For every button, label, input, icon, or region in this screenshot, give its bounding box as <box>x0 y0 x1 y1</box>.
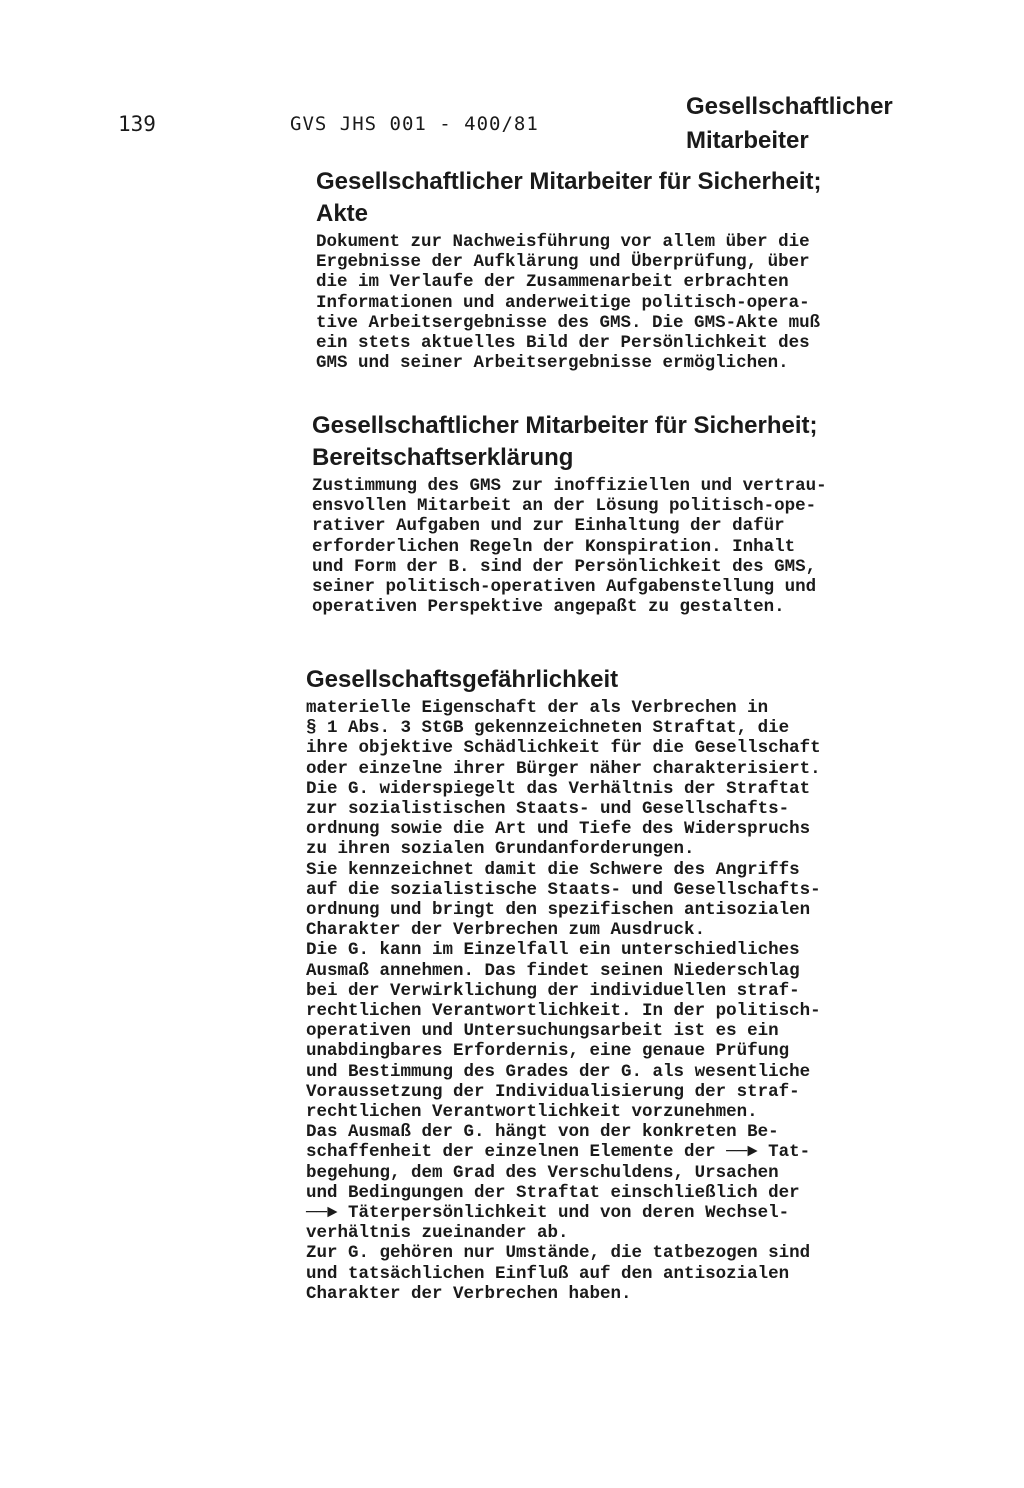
body-line: tive Arbeitsergebnisse des GMS. Die GMS-Akte muß <box>316 312 821 333</box>
body-line: Ergebnisse der Aufklärung und Überprüfung, über <box>316 252 810 273</box>
running-head-line: Mitarbeiter <box>686 127 809 154</box>
body-line: und Bestimmung des Grades der G. als wesentliche <box>306 1061 811 1082</box>
entry-body <box>316 232 822 373</box>
body-line: Sie kennzeichnet damit die Schwere des Angriffs <box>306 859 800 880</box>
body-line: materielle Eigenschaft der als Verbrechen in <box>306 698 769 718</box>
body-line: oder einzelne ihrer Bürger näher charakterisiert. <box>306 758 821 779</box>
body-line: Charakter der Verbrechen zum Ausdruck. <box>306 920 706 941</box>
entry-gms-akte <box>316 166 822 373</box>
entry-gms-bereitschaftserklaerung <box>312 410 827 617</box>
body-line: Das Ausmaß der G. hängt von der konkreten Be- <box>306 1122 779 1143</box>
body-line: Informationen und anderweitige politisch-opera- <box>316 292 810 313</box>
body-line: rechtlichen Verantwortlichkeit vorzunehmen. <box>306 1102 758 1123</box>
entry-heading-line: Gesellschaftlicher Mitarbeiter für Sicherheit; <box>316 168 822 195</box>
body-line: Die G. widerspiegelt das Verhältnis der Straftat <box>306 778 811 799</box>
body-line: verhältnis zueinander ab. <box>306 1223 569 1244</box>
body-line: Die G. kann im Einzelfall ein unterschiedliches <box>306 940 800 961</box>
entry-heading <box>316 166 822 230</box>
body-line: Zustimmung des GMS zur inoffiziellen und vertrau- <box>312 476 827 496</box>
running-head-line: Gesellschaftlicher <box>686 93 893 120</box>
running-head <box>686 90 893 158</box>
body-line: Voraussetzung der Individualisierung der straf- <box>306 1081 800 1102</box>
body-line: ihre objektive Schädlichkeit für die Gesellschaft <box>306 738 821 759</box>
entry-gesellschaftsgefaehrlichkeit <box>306 664 821 1304</box>
body-line: ordnung sowie die Art und Tiefe des Widerspruchs <box>306 819 811 840</box>
body-line: Zur G. gehören nur Umstände, die tatbezogen sind <box>306 1243 811 1264</box>
body-line: Ausmaß annehmen. Das findet seinen Niederschlag <box>306 960 800 981</box>
body-line: die im Verlaufe der Zusammenarbeit erbrachten <box>316 272 789 293</box>
body-line: schaffenheit der einzelnen Elemente der ──► Tat- <box>306 1142 811 1163</box>
body-line: rativer Aufgaben und zur Einhaltung der dafür <box>312 516 785 537</box>
body-line: ──► Täterpersönlichkeit und von deren Wechsel- <box>306 1203 790 1224</box>
body-line: operativen und Untersuchungsarbeit ist es ein <box>306 1021 779 1042</box>
entry-heading <box>312 410 827 474</box>
body-line: erforderlichen Regeln der Konspiration. Inhalt <box>312 536 796 557</box>
document-reference: GVS JHS 001 - 400/81 <box>290 113 539 135</box>
entry-body <box>306 698 821 1304</box>
entry-body <box>312 476 827 617</box>
body-line: ein stets aktuelles Bild der Persönlichkeit des <box>316 333 810 354</box>
body-line: bei der Verwirklichung der individuellen straf- <box>306 980 800 1001</box>
body-line: Dokument zur Nachweisführung vor allem über die <box>316 232 810 252</box>
entry-heading-line: Gesellschaftsgefährlichkeit <box>306 666 619 693</box>
body-line: GMS und seiner Arbeitsergebnisse ermöglichen. <box>316 353 789 374</box>
entry-heading-line: Bereitschaftserklärung <box>312 444 574 471</box>
body-line: Charakter der Verbrechen haben. <box>306 1283 632 1304</box>
body-line: § 1 Abs. 3 StGB gekennzeichneten Straftat, die <box>306 718 790 739</box>
body-line: und tatsächlichen Einfluß auf den antisozialen <box>306 1263 790 1284</box>
body-line: ordnung und bringt den spezifischen antisozialen <box>306 900 811 921</box>
body-line: seiner politisch-operativen Aufgabenstellung und <box>312 577 817 598</box>
body-line: und Form der B. sind der Persönlichkeit des GMS, <box>312 556 817 577</box>
entry-heading-line: Gesellschaftlicher Mitarbeiter für Sicherheit; <box>312 412 818 439</box>
body-line: zu ihren sozialen Grundanforderungen. <box>306 839 695 860</box>
page-number: 139 <box>118 112 156 136</box>
body-line: und Bedingungen der Straftat einschließlich der <box>306 1182 800 1203</box>
body-line: unabdingbares Erfordernis, eine genaue Prüfung <box>306 1041 790 1062</box>
body-line: rechtlichen Verantwortlichkeit. In der politisch- <box>306 1001 821 1022</box>
entry-heading <box>306 664 821 696</box>
body-line: ensvollen Mitarbeit an der Lösung politisch-ope- <box>312 496 817 517</box>
body-line: auf die sozialistische Staats- und Gesellschafts- <box>306 879 821 900</box>
body-line: operativen Perspektive angepaßt zu gestalten. <box>312 597 785 618</box>
body-line: begehung, dem Grad des Verschuldens, Ursachen <box>306 1162 779 1183</box>
entry-heading-line: Akte <box>316 200 369 227</box>
body-line: zur sozialistischen Staats- und Gesellschafts- <box>306 799 790 820</box>
